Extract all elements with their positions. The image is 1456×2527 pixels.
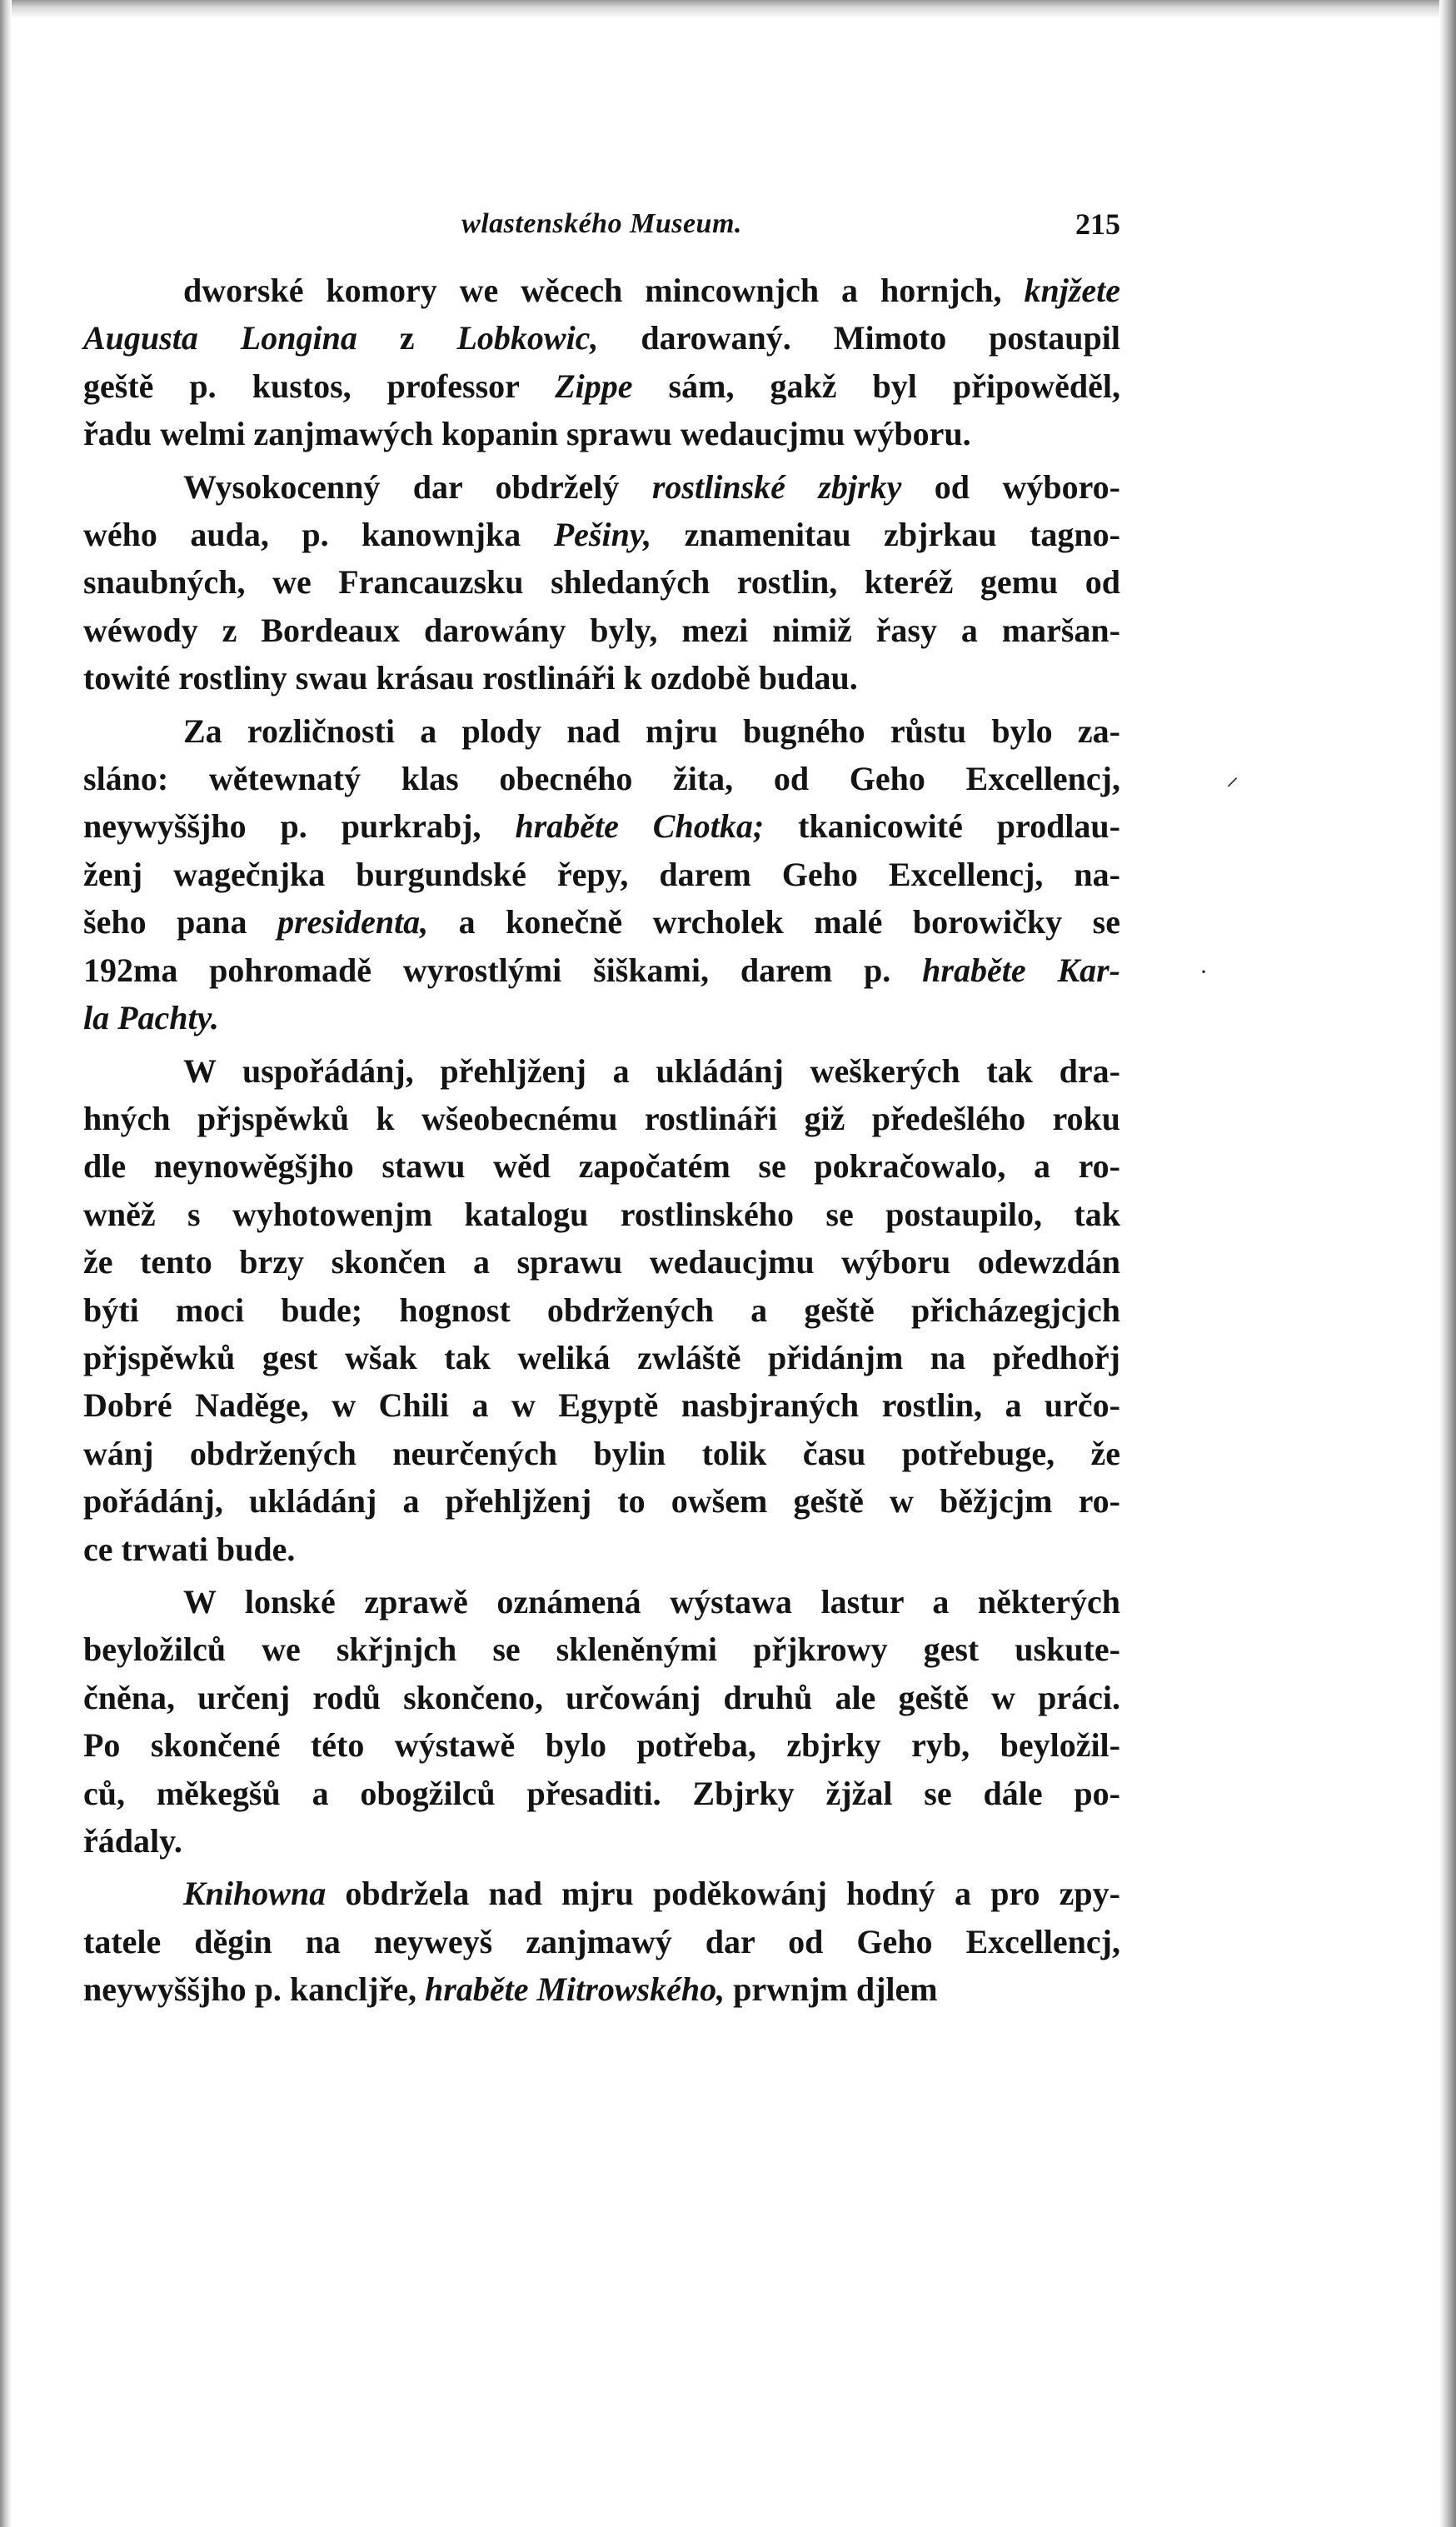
text-line — [83, 314, 1120, 362]
page-number: 215 — [1075, 207, 1120, 241]
text-run: ců, měkegšů a obogžilců přesaditi. Zbjrky žjžal se dále po- — [83, 1774, 1120, 1812]
text-line — [83, 1191, 1120, 1238]
text-run: ce trwati bude. — [83, 1530, 296, 1568]
text-run: dworské komory we wěcech mincownjch a hornjch, — [183, 272, 1025, 309]
body-text — [83, 267, 1120, 2014]
text-line — [83, 1238, 1120, 1286]
italic-name: Zippe — [555, 367, 633, 405]
text-line — [83, 267, 1120, 314]
text-run: že tento brzy skončen a sprawu wedaucjmu wýboru odewzdán — [83, 1243, 1120, 1281]
text-line — [83, 946, 1120, 994]
text-run: šeho pana — [83, 903, 278, 941]
text-run: Po skončené této wýstawě bylo potřeba, zbjrky ryb, beyložil- — [83, 1726, 1120, 1765]
text-line — [83, 1918, 1120, 1965]
paragraph — [83, 463, 1120, 702]
text-run: beyložilců we skřjnjch se skleněnými přjkrowy gest uskute- — [83, 1631, 1120, 1669]
text-run: neywyššjho p. kancljře, — [83, 1970, 426, 2009]
text-run: dle neynowěgšjho stawu wěd započatém se pokračowalo, a ro- — [83, 1147, 1120, 1186]
text-run: ženj wagečnjka burgundské řepy, darem Geho Excellencj, na- — [83, 855, 1120, 893]
text-run: W lonské zprawě oznámená wýstawa lastur a některých — [183, 1582, 1120, 1621]
text-run: Wysokocenný dar obdrželý — [183, 467, 652, 506]
margin-mark: · — [1199, 958, 1208, 986]
text-run: W uspořádánj, přehljženj a ukládánj weškerých tak dra- — [183, 1051, 1120, 1090]
text-run: snaubných, we Francauzsku shledaných rostlin, kteréž gemu od — [83, 563, 1120, 602]
text-run: řádaly. — [83, 1822, 182, 1860]
text-run: hných přjspěwků k wšeobecnému rostlináři giž předešlého roku — [83, 1099, 1120, 1137]
text-line — [83, 1578, 1120, 1626]
italic-name: Augusta Longina — [83, 319, 357, 357]
text-line — [83, 1965, 1120, 2013]
italic-name: hraběte Chotka; — [515, 807, 765, 846]
text-line — [83, 1770, 1120, 1817]
text-line — [83, 1817, 1120, 1865]
text-run: wněž s wyhotowenjm katalogu rostlinského se postaupilo, tak — [83, 1195, 1120, 1233]
italic-name: hraběte Mitrowského, — [425, 1970, 726, 2009]
text-run: z — [357, 319, 457, 357]
text-line — [83, 1095, 1120, 1142]
italic-name: knjžete — [1024, 272, 1120, 309]
text-run: geště p. kustos, professor — [83, 367, 556, 405]
text-run: prwnjm djlem — [725, 1970, 938, 2009]
text-line — [83, 707, 1120, 755]
italic-name: rostlinské zbjrky — [651, 467, 902, 506]
paragraph — [83, 1578, 1120, 1865]
text-line — [83, 1674, 1120, 1721]
text-line — [83, 1870, 1120, 1917]
text-run: tkanicowité prodlau- — [764, 807, 1120, 846]
text-run: přjspěwků gest wšak tak weliká zwláště přidánjm na předhořj — [83, 1338, 1120, 1376]
text-line — [83, 898, 1120, 946]
paragraph — [83, 267, 1120, 458]
text-run: neywyššjho p. purkrabj, — [83, 807, 516, 846]
paragraph — [83, 1047, 1120, 1573]
text-run: wéwody z Bordeaux darowány byly, mezi nimiž řasy a maršan- — [83, 611, 1120, 649]
text-line — [83, 802, 1120, 850]
text-line — [83, 1047, 1120, 1095]
running-title: wlastenského Museum. — [461, 208, 742, 239]
text-line — [83, 851, 1120, 898]
text-line — [83, 410, 1120, 457]
italic-name: presidenta, — [277, 903, 429, 941]
italic-name: la Pachty. — [83, 999, 219, 1037]
paragraph — [83, 1870, 1120, 2013]
italic-name: Lobkowic, — [456, 319, 599, 357]
text-run: čněna, určenj rodů skončeno, určowánj druhů ale geště w práci. — [83, 1678, 1120, 1716]
running-head — [83, 200, 1120, 250]
italic-name: Knihowna — [183, 1875, 327, 1913]
text-line — [83, 558, 1120, 606]
paragraph — [83, 707, 1120, 1042]
text-run: tatele děgin na neyweyš zanjmawý dar od Geho Excellencj, — [83, 1922, 1120, 1960]
text-run: znamenitau zbjrkau tagno- — [651, 516, 1120, 554]
text-line — [83, 1721, 1120, 1769]
text-run: Dobré Naděge, w Chili a w Egyptě nasbjraných rostlin, a určo- — [83, 1386, 1120, 1425]
italic-name: hraběte Kar- — [922, 951, 1121, 989]
text-line — [83, 1142, 1120, 1190]
text-line — [83, 1381, 1120, 1429]
text-line — [83, 463, 1120, 511]
page-edge-left — [0, 0, 12, 2527]
italic-name: Pešiny, — [553, 516, 652, 554]
text-line — [83, 607, 1120, 654]
text-run: pořádánj, ukládánj a přehljženj to owšem geště w běžjcjm ro- — [83, 1482, 1120, 1521]
text-run: towité rostliny swau krásau rostlináři k ozdobě budau. — [83, 659, 858, 697]
page-edge-top — [0, 0, 1456, 18]
text-run: sám, gakž byl připowěděl, — [632, 367, 1120, 405]
text-run: býti moci bude; hognost obdržených a geště přicházegjcjch — [83, 1291, 1120, 1329]
text-run: a konečně wrcholek malé borowičky se — [428, 903, 1120, 941]
text-run: řadu welmi zanjmawých kopanin sprawu wedaucjmu wýboru. — [83, 415, 971, 453]
text-line — [83, 654, 1120, 702]
text-line — [83, 1477, 1120, 1525]
text-run: obdržela nad mjru poděkowánj hodný a pro zpy- — [326, 1875, 1120, 1913]
text-run: od wýboro- — [901, 467, 1120, 506]
text-run: Za rozličnosti a plody nad mjru bugného růstu bylo za- — [183, 712, 1120, 750]
text-run: wánj obdržených neurčených bylin tolik času potřebuge, že — [83, 1434, 1120, 1472]
margin-mark: ⸝ — [1226, 763, 1239, 791]
text-line — [83, 1286, 1120, 1334]
text-line — [83, 755, 1120, 802]
text-line — [83, 362, 1120, 410]
text-line — [83, 994, 1120, 1041]
text-line — [83, 511, 1120, 558]
text-line — [83, 1334, 1120, 1381]
text-line — [83, 1526, 1120, 1573]
text-line — [83, 1626, 1120, 1673]
page-edge-right — [1439, 0, 1456, 2527]
text-run: sláno: wětewnatý klas obecného žita, od Geho Excellencj, — [83, 760, 1120, 798]
text-line — [83, 1430, 1120, 1477]
text-run: wého auda, p. kanownjka — [83, 516, 554, 554]
text-run: 192ma pohromadě wyrostlými šiškami, darem p. — [83, 951, 923, 989]
text-run: darowaný. Mimoto postaupil — [598, 319, 1120, 357]
